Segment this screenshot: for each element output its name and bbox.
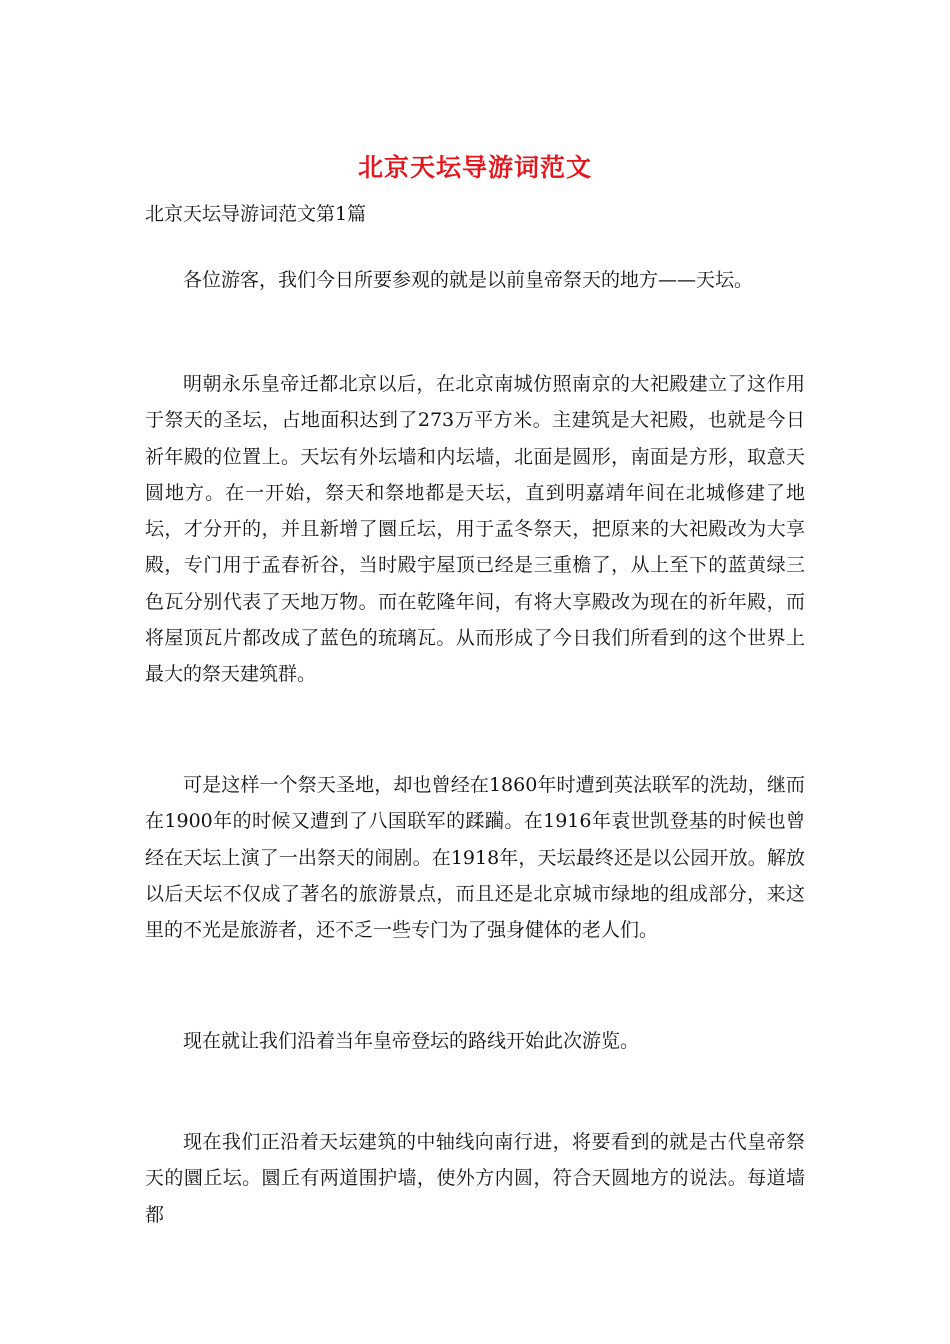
paragraph: 现在就让我们沿着当年皇帝登坛的路线开始此次游览。 [183, 1030, 640, 1052]
paragraph: 各位游客，我们今日所要参观的就是以前皇帝祭天的地方——天坛。 [183, 269, 754, 291]
document-title: 北京天坛导游词范文 [357, 153, 592, 182]
paragraph: 可是这样一个祭天圣地，却也曾经在1860年时遭到英法联军的洗劫，继而在1900年的时候又遭到了八国联军的蹂躏。在1916年袁世凯登基的时候也曾经在天坛上演了一出祭天的闹剧。在1918年，天坛最终还是以公园开放。解放以后天坛不仅成了著名的旅游景点，而且还是北京城市绿地的组成部分，来这里的不光是旅游者，还不乏一些专门为了强身健体的老人们。 [145, 774, 805, 942]
paragraph: 明朝永乐皇帝迁都北京以后，在北京南城仿照南京的大祀殿建立了这作用于祭天的圣坛，占地面积达到了273万平方米。主建筑是大祀殿，也就是今日祈年殿的位置上。天坛有外坛墙和内坛墙，北面是圆形，南面是方形，取意天圆地方。在一开始，祭天和祭地都是天坛，直到明嘉靖年间在北城修建了地坛，才分开的，并且新增了圜丘坛，用于孟冬祭天，把原来的大祀殿改为大享殿，专门用于孟春祈谷，当时殿宇屋顶已经是三重檐了，从上至下的蓝黄绿三色瓦分别代表了天地万物。而在乾隆年间，有将大享殿改为现在的祈年殿，而将屋顶瓦片都改成了蓝色的琉璃瓦。从而形成了今日我们所看到的这个世界上最大的祭天建筑群。 [145, 373, 805, 686]
section-heading: 北京天坛导游词范文第1篇 [145, 203, 367, 225]
paragraph: 现在我们正沿着天坛建筑的中轴线向南行进，将要看到的就是古代皇帝祭天的圜丘坛。圜丘有两道围护墙，使外方内圆，符合天圆地方的说法。每道墙都 [145, 1131, 805, 1226]
